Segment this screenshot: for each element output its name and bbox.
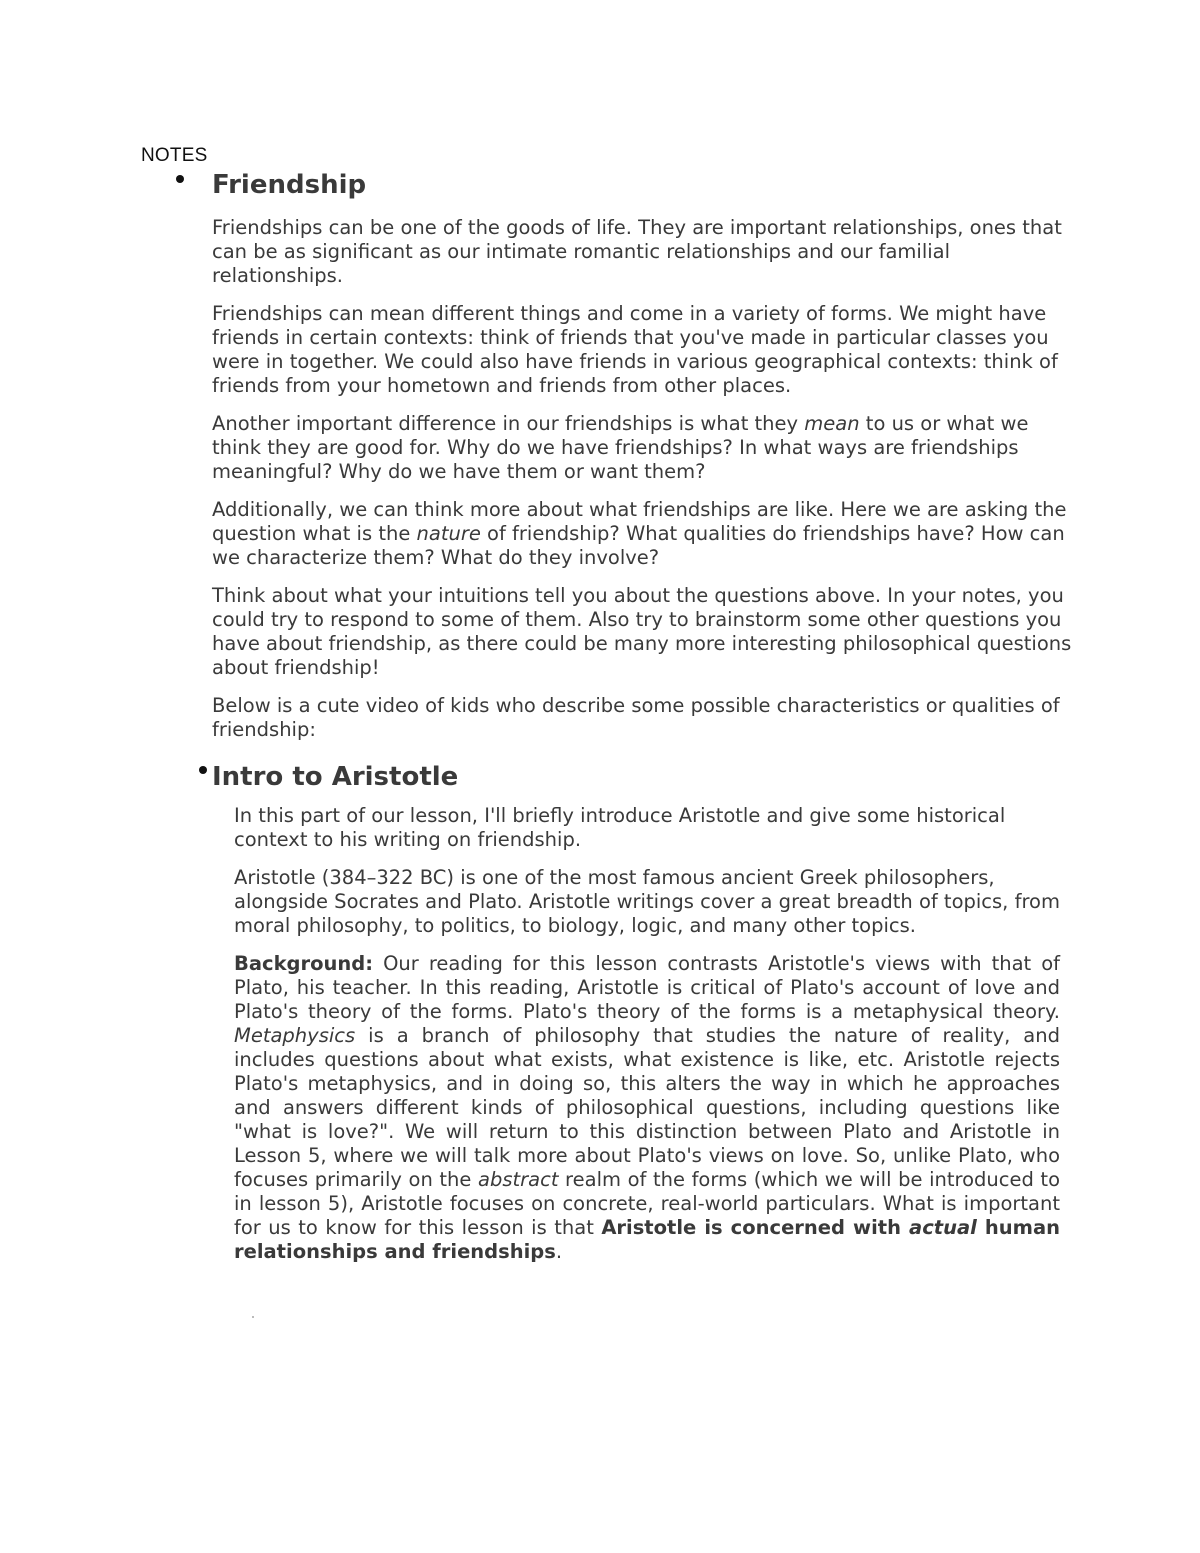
- strong-emphasis: actual: [909, 1216, 977, 1239]
- aristotle-section: [234, 804, 1060, 1278]
- text: Our reading for this lesson contrasts Aristotle's views with that of Plato, his teacher. In this reading, Aristotle is critical of Plato's account of love and Plato's theory of the forms. Plato's theory of the forms is a metaphysical theory.: [234, 952, 1060, 1023]
- paragraph: Think about what your intuitions tell you about the questions above. In your notes, you could try to respond to some of them. Also try to brainstorm some other questions you have about friendship, as there could be many more interesting philosophical questions about friendship!: [212, 584, 1072, 679]
- paragraph: Aristotle (384–322 BC) is one of the most famous ancient Greek philosophers, alongside Socrates and Plato. Aristotle writings cover a great breadth of topics, from moral philosophy, to politics, to biology, logic, and many other topics.: [234, 866, 1060, 937]
- background-label: Background:: [234, 952, 374, 975]
- emphasis: abstract: [478, 1168, 559, 1191]
- strong-text: Aristotle is concerned with: [601, 1216, 910, 1239]
- text: Another important difference in our friendships is what they: [212, 412, 805, 435]
- bullet-icon: [176, 175, 184, 183]
- text: of friendship? What qualities do friendships have? How can we characterize them? What do they involve?: [212, 522, 1065, 569]
- text: realm of the forms (which we will be introduced to in lesson 5), Aristotle focuses on concrete, real-world particulars. What is important for us to know for this lesson is that: [234, 1168, 1061, 1239]
- stray-mark: [252, 1316, 254, 1318]
- emphasis: nature: [416, 522, 481, 545]
- paragraph: Below is a cute video of kids who describe some possible characteristics or qualities of friendship:: [212, 694, 1060, 741]
- paragraph: Friendships can be one of the goods of life. They are important relationships, ones that can be as significant as our intimate romantic relationships and our familial relationships.: [212, 216, 1062, 287]
- bullet-icon: [199, 766, 207, 774]
- text: is a branch of philosophy that studies the nature of reality, and includes questions about what exists, what existence is like, etc. Aristotle rejects Plato's metaphysics, and in doing so, this alters the way in which he approaches and answers different kinds of philosophical questions, including questions like "what is love?". We will return to this distinction between Plato and Aristotle in Lesson 5, where we will talk more about Plato's views on love. So, unlike Plato, who focuses primarily on the: [234, 1024, 1060, 1191]
- text: .: [555, 1240, 563, 1263]
- background-paragraph: [234, 952, 1060, 1264]
- section-heading-aristotle: Intro to Aristotle: [212, 762, 459, 792]
- paragraph: Friendships can mean different things and come in a variety of forms. We might have friends in certain contexts: think of friends that you've made in particular classes you were in together. We could also have friends in various geographical contexts: think of friends from your hometown and friends from other places.: [212, 302, 1058, 397]
- paragraph: In this part of our lesson, I'll briefly introduce Aristotle and give some historical context to his writing on friendship.: [234, 804, 1006, 851]
- section-heading-friendship: Friendship: [212, 170, 367, 200]
- strong-text: human relationships and friendships: [234, 1216, 1060, 1263]
- text: to us or what we think they are good for. Why do we have friendships? In what ways are friendships meaningful? Why do we have them or want them?: [212, 412, 1029, 483]
- paragraph: [212, 498, 1072, 570]
- notes-label: NOTES: [141, 145, 208, 166]
- paragraph: [212, 412, 1072, 484]
- text: Additionally, we can think more about what friendships are like. Here we are asking the question what is the: [212, 498, 1067, 545]
- emphasis: Metaphysics: [234, 1024, 356, 1047]
- friendship-section: [212, 216, 1072, 756]
- emphasis: mean: [804, 412, 860, 435]
